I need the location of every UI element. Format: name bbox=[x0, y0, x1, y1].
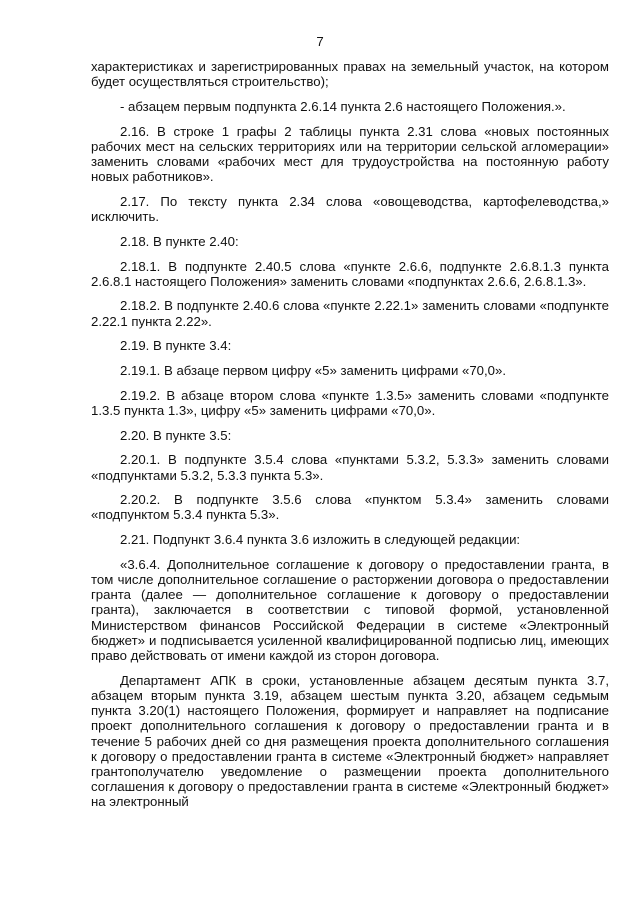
paragraph: 2.18.2. В подпункте 2.40.6 слова «пункте 2.22.1» заменить словами «подпункте 2.22.1 пункта 2.22». bbox=[91, 298, 609, 329]
paragraph: Департамент АПК в сроки, установленные абзацем десятым пункта 3.7, абзацем вторым пункта 3.19, абзацем шестым пункта 3.20, абзацем седьмым пункта 3.20(1) настоящего Положения, формирует и направляет на подписание проект дополнительного соглашения к договору о предоставлении гранта и в течение 5 рабочих дней со дня размещения проекта дополнительного соглашения к договору о предоставлении гранта в системе «Электронный бюджет» направляет грантополучателю уведомление о размещении проекта дополнительного соглашения к договору о предоставлении гранта в системе «Электронный бюджет» на электронный bbox=[91, 672, 609, 810]
paragraph: 2.18.1. В подпункте 2.40.5 слова «пункте 2.6.6, подпункте 2.6.8.1.3 пункта 2.6.8.1 настоящего Положения» заменить словами «подпунктах 2.6.6, 2.6.8.1.3». bbox=[91, 258, 609, 289]
paragraph: 2.19.1. В абзаце первом цифру «5» заменить цифрами «70,0». bbox=[120, 363, 506, 379]
paragraph: 2.18. В пункте 2.40: bbox=[120, 233, 239, 249]
paragraph: 2.17. По тексту пункта 2.34 слова «овощеводства, картофелеводства,» исключить. bbox=[91, 193, 609, 225]
paragraph: «3.6.4. Дополнительное соглашение к договору о предоставлении гранта, в том числе дополнительное соглашение о расторжении договора о предоставлении гранта (далее — дополнительное соглашение к договору о предоставлении гранта), заключается в соответствии с типовой формой, установленной Министерством финансов Российской Федерации в системе «Электронный бюджет» и подписывается усиленной квалифицированной подписью лиц, имеющих право действовать от имени каждой из сторон договора. bbox=[91, 556, 609, 664]
paragraph: - абзацем первым подпункта 2.6.14 пункта 2.6 настоящего Положения.». bbox=[120, 98, 566, 114]
paragraph: 2.16. В строке 1 графы 2 таблицы пункта 2.31 слова «новых постоянных рабочих мест на сельских территориях или на территории сельской агломерации» заменить словами «рабочих мест для трудоустройства на постоянную работу новых работников». bbox=[91, 123, 609, 185]
page-number: 7 bbox=[316, 34, 324, 49]
paragraph: характеристиках и зарегистрированных правах на земельный участок, на котором будет осуществляться строительство); bbox=[91, 59, 609, 90]
paragraph: 2.19. В пункте 3.4: bbox=[120, 338, 232, 354]
document-body bbox=[91, 59, 609, 819]
paragraph: 2.19.2. В абзаце втором слова «пункте 1.3.5» заменить словами «подпункте 1.3.5 пункта 1.3», цифру «5» заменить цифрами «70,0». bbox=[91, 387, 609, 418]
paragraph: 2.20.1. В подпункте 3.5.4 слова «пунктами 5.3.2, 5.3.3» заменить словами «подпунктами 5.3.2, 5.3.3 пункта 5.3». bbox=[91, 452, 609, 483]
paragraph: 2.20.2. В подпункте 3.5.6 слова «пунктом 5.3.4» заменить словами «подпунктом 5.3.4 пункта 5.3». bbox=[91, 492, 609, 523]
paragraph: 2.21. Подпункт 3.6.4 пункта 3.6 изложить в следующей редакции: bbox=[120, 532, 521, 548]
paragraph: 2.20. В пункте 3.5: bbox=[120, 427, 232, 443]
